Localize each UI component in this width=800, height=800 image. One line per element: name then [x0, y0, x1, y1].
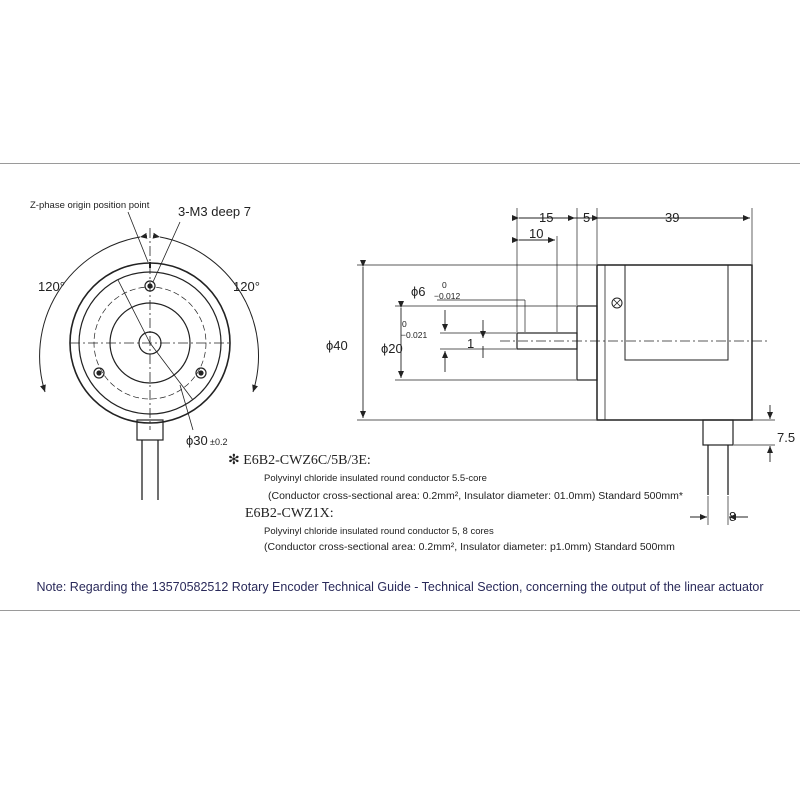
phi20-tol-upper: 0 [402, 319, 407, 329]
dim-10: 10 [529, 226, 544, 241]
model2-line2: (Conductor cross-sectional area: 0.2mm², Insulator diameter: p1.0mm) Standard 500mm [264, 541, 675, 553]
phi6-tol-upper: 0 [442, 280, 447, 290]
angle-arc-left [40, 237, 140, 392]
phi6-label: ϕ6 [411, 284, 426, 299]
dim-7-5: 7.5 [777, 430, 796, 445]
flat-1-label: 1 [467, 336, 475, 351]
model1-line1: Polyvinyl chloride insulated round conductor 5.5-core [264, 473, 487, 484]
origin-leader [128, 212, 148, 262]
dim-15: 15 [539, 210, 554, 225]
dim-39: 39 [665, 210, 680, 225]
boss [577, 306, 597, 380]
phi20-label: ϕ20 [381, 341, 403, 356]
phi6-tol-lower: −0.012 [434, 291, 461, 301]
phi20-tol-lower: −0.021 [401, 330, 428, 340]
phi40-label: ϕ40 [326, 338, 348, 353]
model1-title: ✻ E6B2-CWZ6C/5B/3E: [228, 453, 371, 468]
label-recess [625, 265, 728, 360]
bottom-note: Note: Regarding the 13570582512 Rotary Encoder Technical Guide - Technical Section, concerning the output of the linear actuator [36, 580, 764, 594]
origin-label: Z-phase origin position point [30, 200, 150, 211]
angle-left-label: 120° [38, 279, 65, 294]
holes-leader [153, 222, 180, 282]
model2-title: E6B2-CWZ1X: [245, 506, 334, 521]
dim-5: 5 [583, 210, 591, 225]
front-view [40, 212, 259, 500]
holes-label: 3-M3 deep 7 [178, 204, 251, 219]
dim-8: 8 [729, 509, 737, 524]
phi30-tol: ±0.2 [210, 437, 228, 447]
angle-arc-right [160, 237, 259, 392]
model2-line1: Polyvinyl chloride insulated round conductor 5, 8 cores [264, 526, 494, 537]
model1-line2: (Conductor cross-sectional area: 0.2mm², Insulator diameter: 01.0mm) Standard 500mm* [268, 490, 683, 502]
side-gland [703, 420, 733, 445]
encoder-body [597, 265, 752, 420]
angle-right-label: 120° [233, 279, 260, 294]
phi30-label: ϕ30 [186, 433, 208, 448]
